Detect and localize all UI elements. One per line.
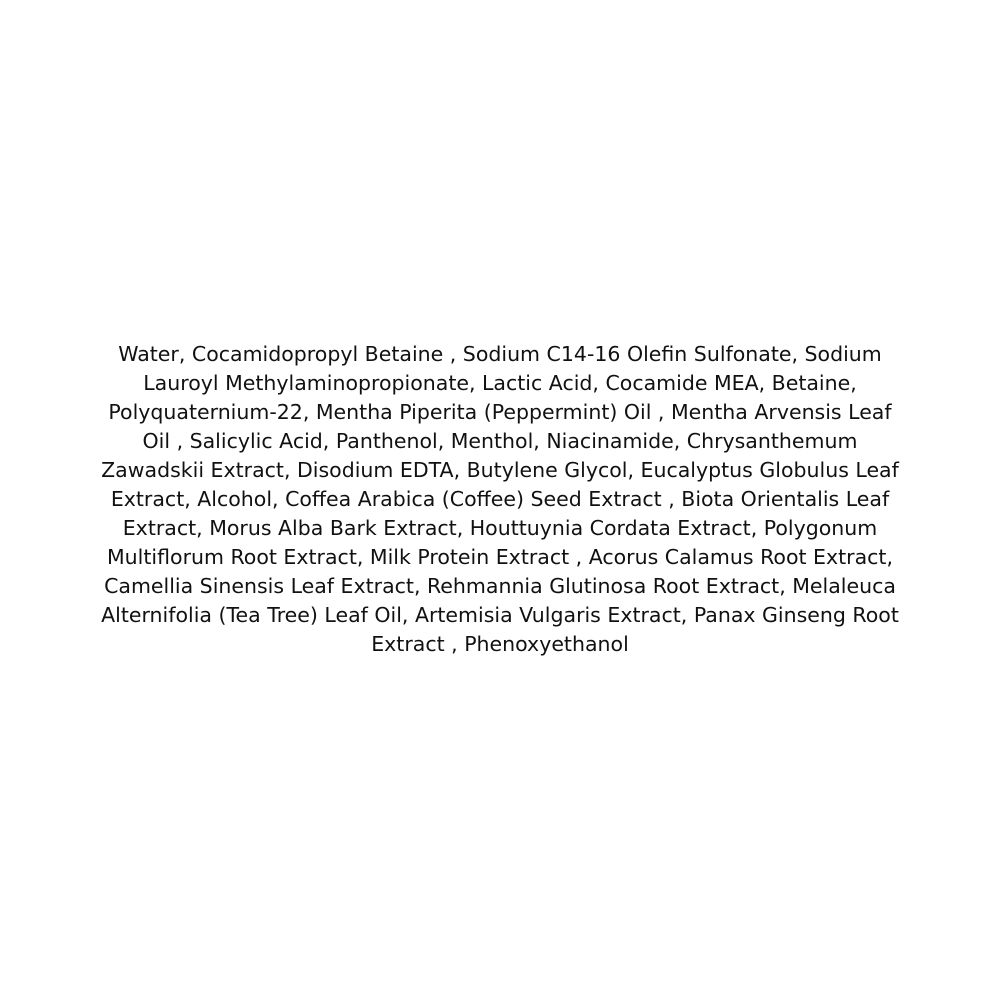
ingredient-list bbox=[100, 340, 900, 659]
ingredient-line: Camellia Sinensis Leaf Extract, Rehmannia Glutinosa Root Extract, Melaleuca bbox=[104, 574, 896, 598]
ingredient-line: Polyquaternium-22, Mentha Piperita (Peppermint) Oil , Mentha Arvensis Leaf bbox=[108, 400, 892, 424]
ingredient-line: Extract , Phenoxyethanol bbox=[371, 632, 629, 656]
ingredient-line: Extract, Morus Alba Bark Extract, Houttuynia Cordata Extract, Polygonum bbox=[122, 516, 878, 540]
ingredient-line: Water, Cocamidopropyl Betaine , Sodium C14-16 Olefin Sulfonate, Sodium bbox=[118, 342, 882, 366]
ingredient-line: Zawadskii Extract, Disodium EDTA, Butylene Glycol, Eucalyptus Globulus Leaf bbox=[101, 458, 899, 482]
ingredient-line: Oil , Salicylic Acid, Panthenol, Menthol, Niacinamide, Chrysanthemum bbox=[142, 429, 858, 453]
ingredient-line: Lauroyl Methylaminopropionate, Lactic Acid, Cocamide MEA, Betaine, bbox=[143, 371, 857, 395]
ingredient-line: Extract, Alcohol, Coffea Arabica (Coffee) Seed Extract , Biota Orientalis Leaf bbox=[110, 487, 890, 511]
ingredient-line: Alternifolia (Tea Tree) Leaf Oil, Artemisia Vulgaris Extract, Panax Ginseng Root bbox=[101, 603, 899, 627]
ingredient-line: Multiflorum Root Extract, Milk Protein Extract , Acorus Calamus Root Extract, bbox=[107, 545, 893, 569]
